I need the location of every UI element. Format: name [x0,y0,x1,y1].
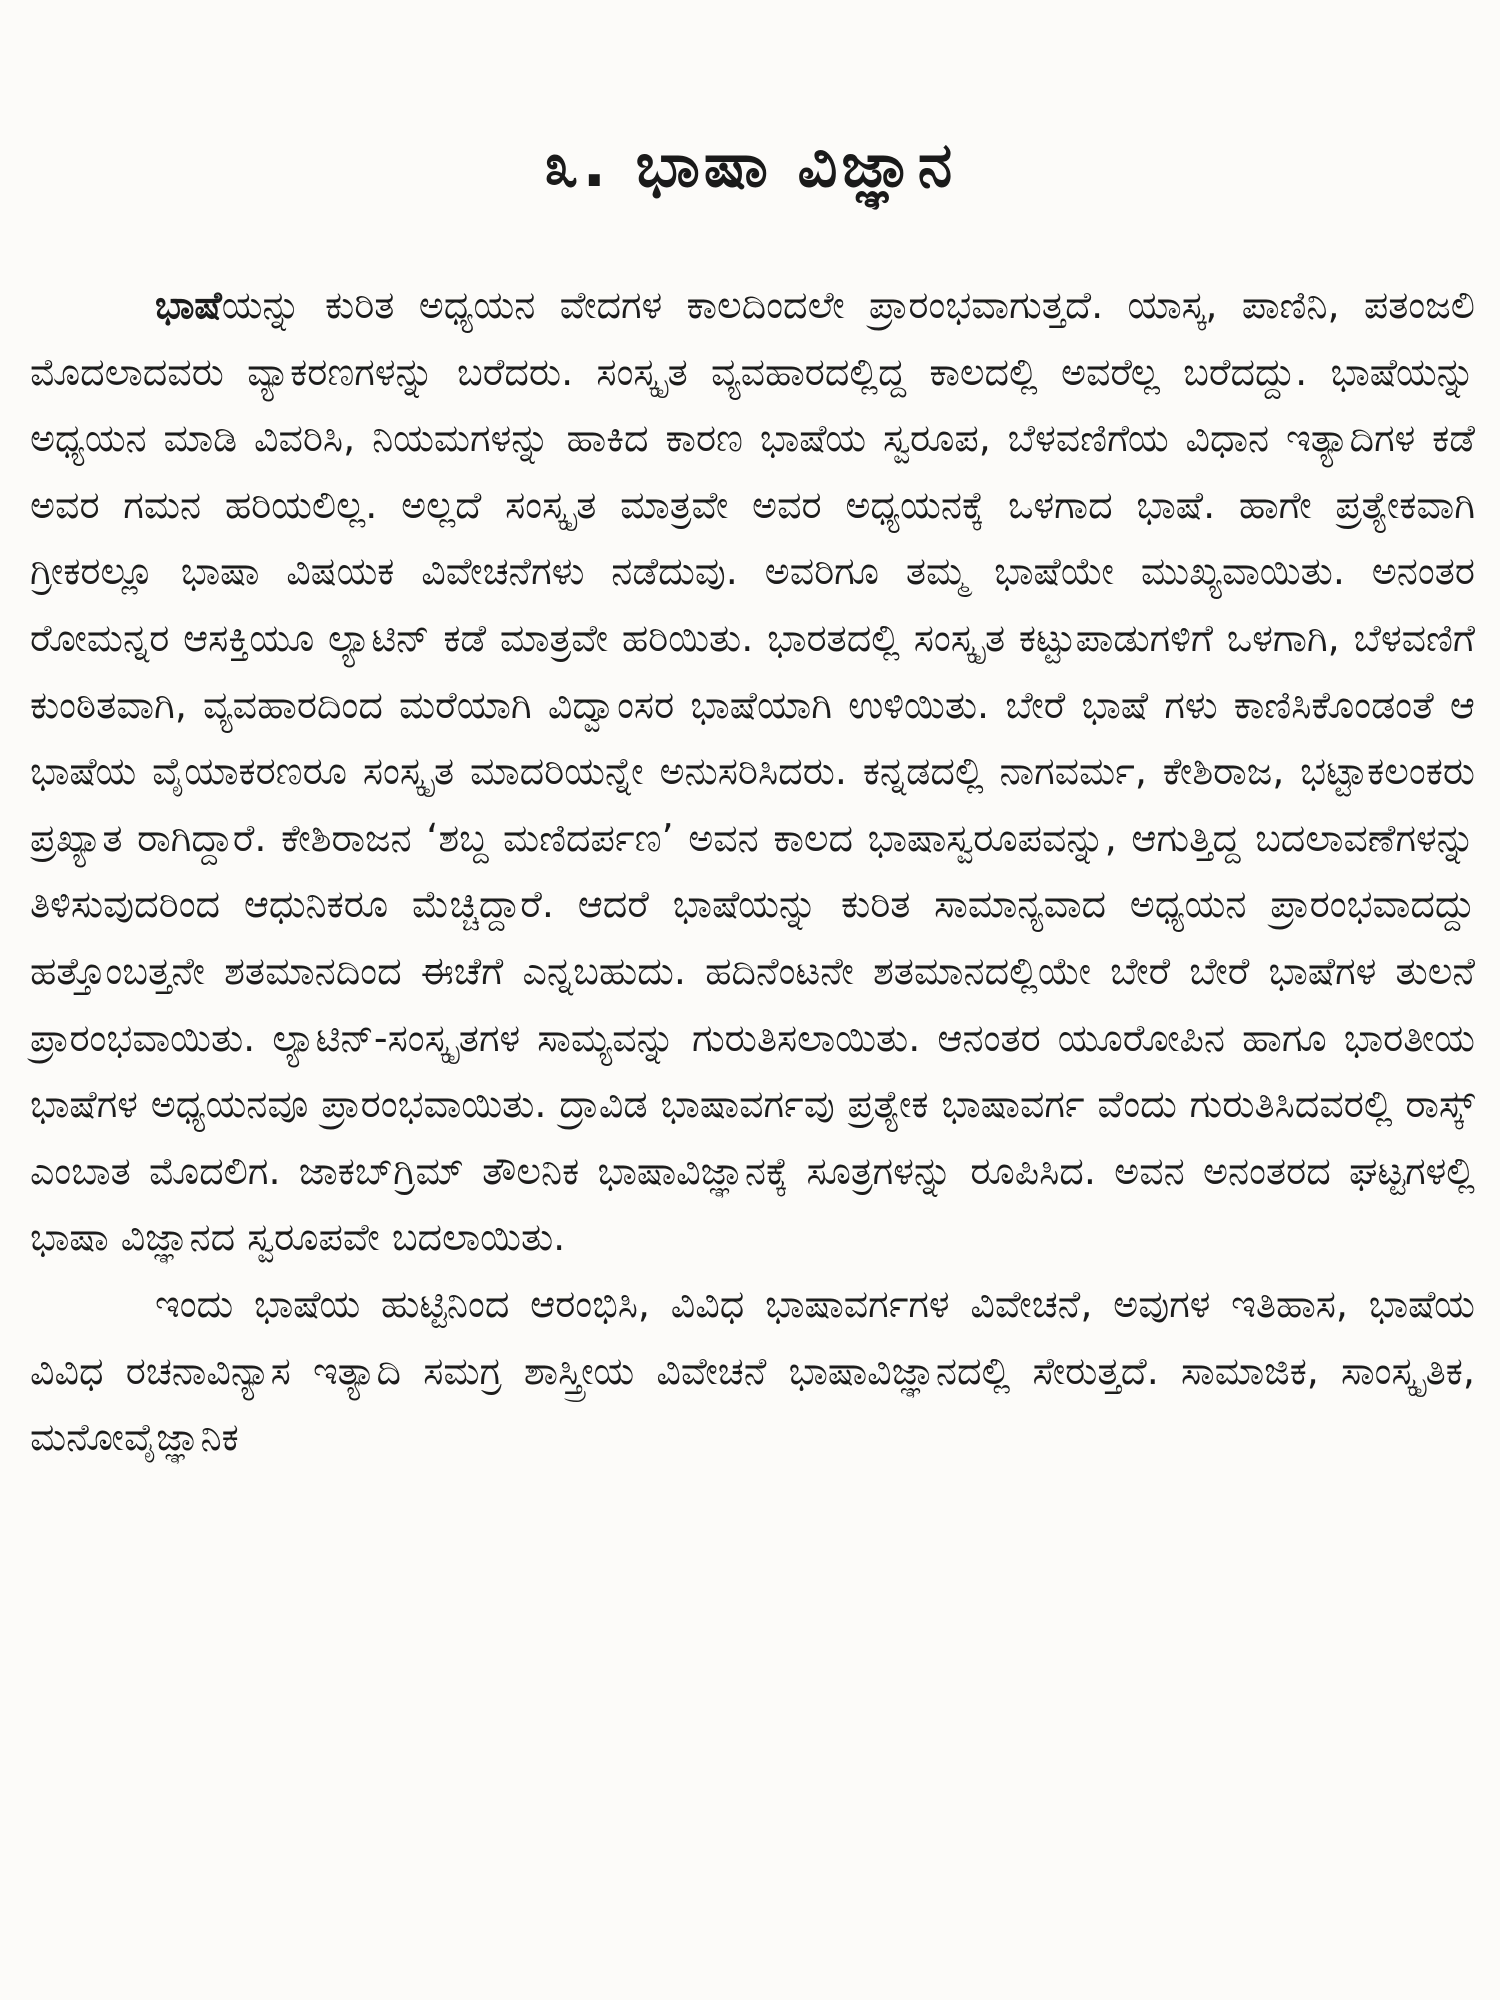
paragraph-1-text: ಯನ್ನು ಕುರಿತ ಅಧ್ಯಯನ ವೇದಗಳ ಕಾಲದಿಂದಲೇ ಪ್ರಾರಂಭವಾಗುತ್ತದೆ. ಯಾಸ್ಕ, ಪಾಣಿನಿ, ಪತಂಜಲಿ ಮೊದಲಾದವರು ವ್ಯಾಕರಣಗಳನ್ನು ಬರೆದರು. ಸಂಸ್ಕೃತ ವ್ಯವಹಾರದಲ್ಲಿದ್ದ ಕಾಲದಲ್ಲಿ ಅವರೆಲ್ಲ ಬರೆದದ್ದು. ಭಾಷೆಯನ್ನು ಅಧ್ಯಯನ ಮಾಡಿ ವಿವರಿಸಿ, ನಿಯಮಗಳನ್ನು ಹಾಕಿದ ಕಾರಣ ಭಾಷೆಯ ಸ್ವರೂಪ, ಬೆಳವಣಿಗೆಯ ವಿಧಾನ ಇತ್ಯಾದಿಗಳ ಕಡೆ ಅವರ ಗಮನ ಹರಿಯಲಿಲ್ಲ. ಅಲ್ಲದೆ ಸಂಸ್ಕೃತ ಮಾತ್ರವೇ ಅವರ ಅಧ್ಯಯನಕ್ಕೆ ಒಳಗಾದ ಭಾಷೆ. ಹಾಗೇ ಪ್ರತ್ಯೇಕವಾಗಿ ಗ್ರೀಕರಲ್ಲೂ ಭಾಷಾ ವಿಷಯಕ ವಿವೇಚನೆಗಳು ನಡೆದುವು. ಅವರಿಗೂ ತಮ್ಮ ಭಾಷೆಯೇ ಮುಖ್ಯವಾಯಿತು. ಅನಂತರ ರೋಮನ್ನರ ಆಸಕ್ತಿಯೂ ಲ್ಯಾಟಿನ್ ಕಡೆ ಮಾತ್ರವೇ ಹರಿಯಿತು. ಭಾರತದಲ್ಲಿ ಸಂಸ್ಕೃತ ಕಟ್ಟುಪಾಡುಗಳಿಗೆ ಒಳಗಾಗಿ, ಬೆಳವಣಿಗೆ ಕುಂಠಿತವಾಗಿ, ವ್ಯವಹಾರದಿಂದ ಮರೆಯಾಗಿ ವಿದ್ವಾಂಸರ ಭಾಷೆಯಾಗಿ ಉಳಿಯಿತು. ಬೇರೆ ಭಾಷೆ ಗಳು ಕಾಣಿಸಿಕೊಂಡಂತೆ ಆ ಭಾಷೆಯ ವೈಯಾಕರಣರೂ ಸಂಸ್ಕೃತ ಮಾದರಿಯನ್ನೇ ಅನುಸರಿಸಿದರು. ಕನ್ನಡದಲ್ಲಿ ನಾಗವರ್ಮ, ಕೇಶಿರಾಜ, ಭಟ್ಟಾಕಲಂಕರು ಪ್ರಖ್ಯಾತ ರಾಗಿದ್ದಾರೆ. ಕೇಶಿರಾಜನ ‘ಶಬ್ದ ಮಣಿದರ್ಪಣ’ ಅವನ ಕಾಲದ ಭಾಷಾಸ್ವರೂಪವನ್ನು, ಆಗುತ್ತಿದ್ದ ಬದಲಾವಣೆಗಳನ್ನು ತಿಳಿಸುವುದರಿಂದ ಆಧುನಿಕರೂ ಮೆಚ್ಚಿದ್ದಾರೆ. ಆದರೆ ಭಾಷೆಯನ್ನು ಕುರಿತ ಸಾಮಾನ್ಯವಾದ ಅಧ್ಯಯನ ಪ್ರಾರಂಭವಾದದ್ದು ಹತ್ತೊಂಬತ್ತನೇ ಶತಮಾನದಿಂದ ಈಚೆಗೆ ಎನ್ನಬಹುದು. ಹದಿನೆಂಟನೇ ಶತಮಾನದಲ್ಲಿಯೇ ಬೇರೆ ಬೇರೆ ಭಾಷೆಗಳ ತುಲನೆ ಪ್ರಾರಂಭವಾಯಿತು. ಲ್ಯಾಟಿನ್-ಸಂಸ್ಕೃತಗಳ ಸಾಮ್ಯವನ್ನು ಗುರುತಿಸಲಾಯಿತು. ಆನಂತರ ಯೂರೋಪಿನ ಹಾಗೂ ಭಾರತೀಯ ಭಾಷೆಗಳ ಅಧ್ಯಯನವೂ ಪ್ರಾರಂಭವಾಯಿತು. ದ್ರಾವಿಡ ಭಾಷಾವರ್ಗವು ಪ್ರತ್ಯೇಕ ಭಾಷಾವರ್ಗ ವೆಂದು ಗುರುತಿಸಿದವರಲ್ಲಿ ರಾಸ್ಕ್ ಎಂಬಾತ ಮೊದಲಿಗ. ಜಾಕಬ್‌ಗ್ರಿಮ್ ತೌಲನಿಕ ಭಾಷಾವಿಜ್ಞಾನಕ್ಕೆ ಸೂತ್ರಗಳನ್ನು ರೂಪಿಸಿದ. ಅವನ ಅನಂತರದ ಘಟ್ಟಗಳಲ್ಲಿ ಭಾಷಾ ವಿಜ್ಞಾನದ ಸ್ವರೂಪವೇ ಬದಲಾಯಿತು. [30,283,1475,1260]
paragraph-1 [30,272,1475,1271]
chapter-title: ೩. ಭಾಷಾ ವಿಜ್ಞಾನ [543,128,957,201]
paragraph-2-text: ಇಂದು ಭಾಷೆಯ ಹುಟ್ಟಿನಿಂದ ಆರಂಭಿಸಿ, ವಿವಿಧ ಭಾಷಾವರ್ಗಗಳ ವಿವೇಚನೆ, ಅವುಗಳ ಇತಿಹಾಸ, ಭಾಷೆಯ ವಿವಿಧ ರಚನಾವಿನ್ಯಾಸ ಇತ್ಯಾದಿ ಸಮಗ್ರ ಶಾಸ್ತ್ರೀಯ ವಿವೇಚನೆ ಭಾಷಾವಿಜ್ಞಾನದಲ್ಲಿ ಸೇರುತ್ತದೆ. ಸಾಮಾಜಿಕ, ಸಾಂಸ್ಕೃತಿಕ, ಮನೋವೈಜ್ಞಾನಿಕ [30,1281,1475,1460]
paragraph-2 [30,1271,1475,1471]
paragraph-lead-word: ಭಾಷೆ [155,283,222,327]
body-text [30,272,1475,1471]
